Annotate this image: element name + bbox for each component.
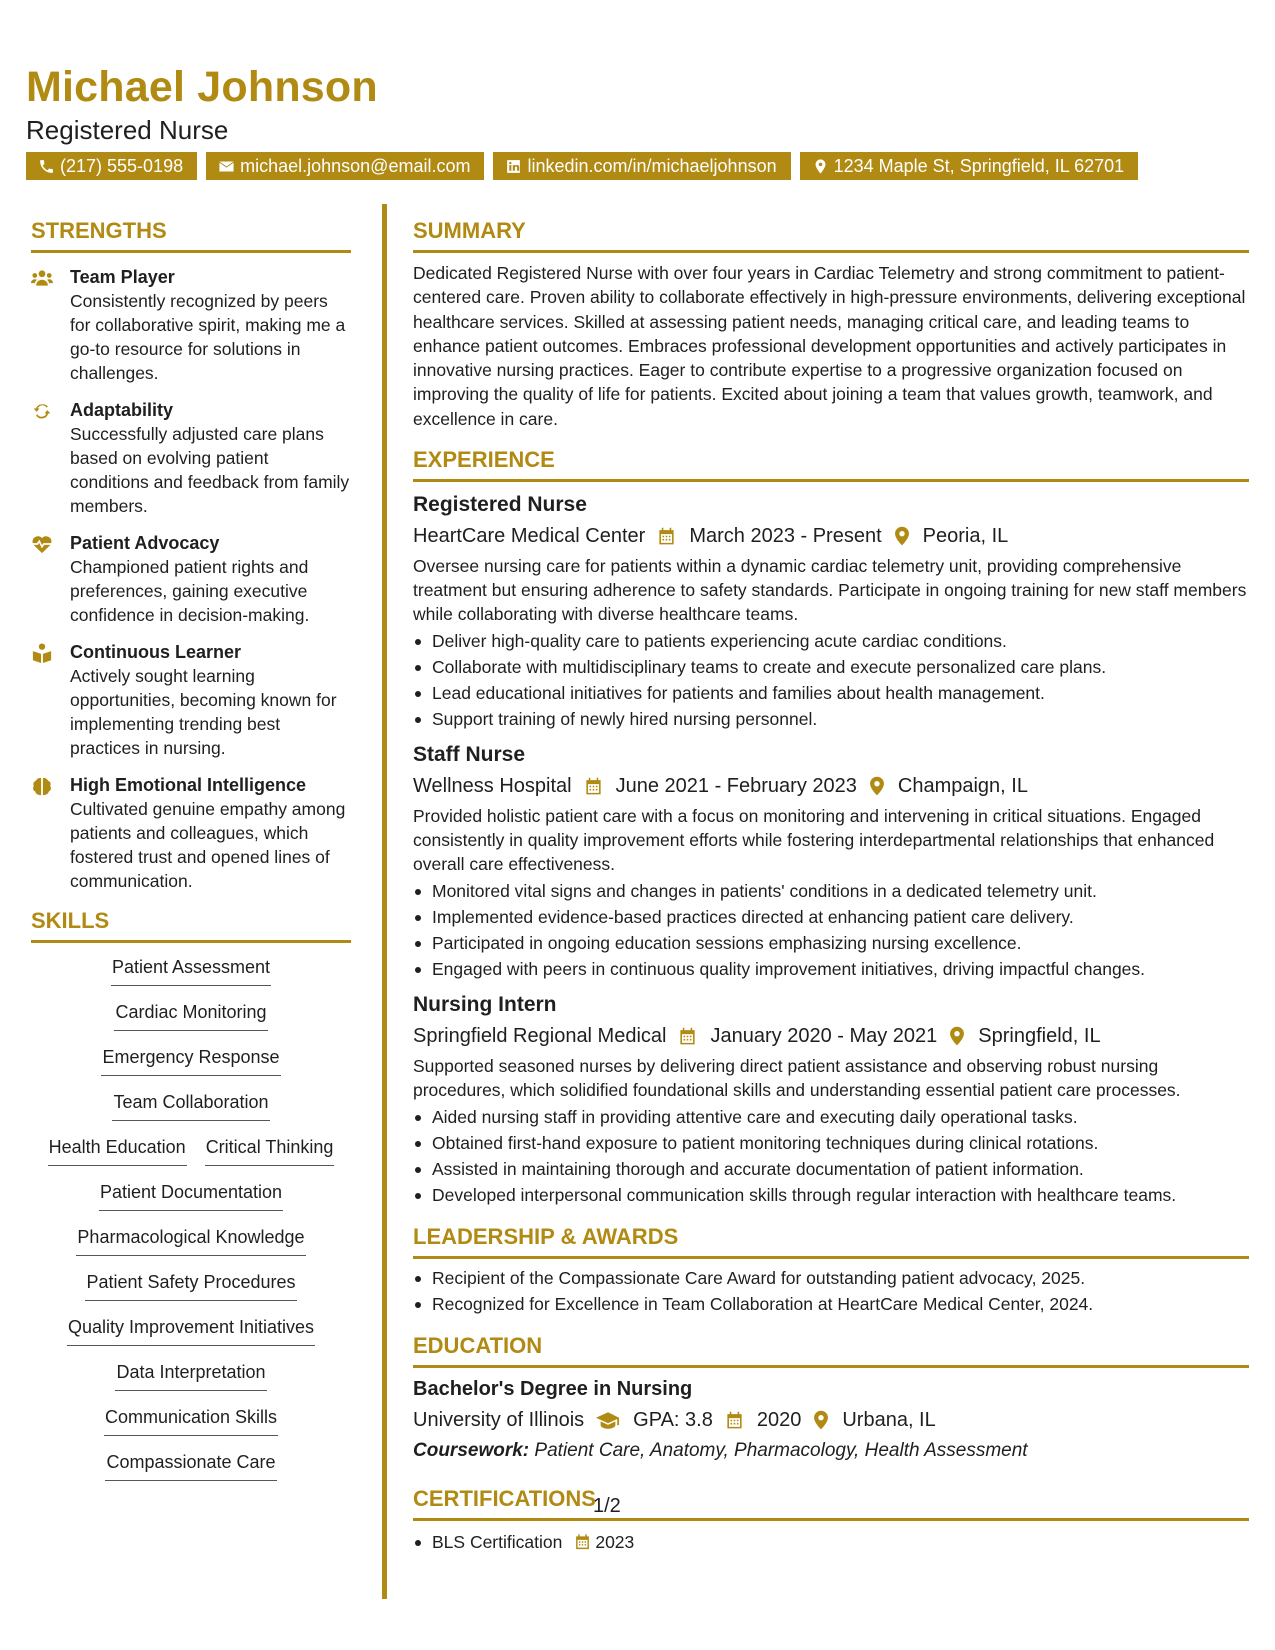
strength-desc: Successfully adjusted care plans based on evolving patient conditions and feedback from family members. <box>70 424 350 516</box>
candidate-title: Registered Nurse <box>26 115 229 145</box>
company-name: Wellness Hospital <box>413 775 572 798</box>
email-text: michael.johnson@email.com <box>240 155 471 176</box>
job-bullets <box>413 1104 1249 1208</box>
job-bullet: Obtained first-hand exposure to patient monitoring techniques during clinical rotations. <box>413 1130 1249 1156</box>
calendar-icon <box>657 527 676 546</box>
awards-section <box>413 1222 1249 1317</box>
skill-tag: Patient Assessment <box>111 955 271 986</box>
job-bullet: Assisted in maintaining thorough and accurate documentation of patient information. <box>413 1156 1249 1182</box>
brain-icon <box>31 776 53 796</box>
strength-item <box>31 531 351 627</box>
job-title: Nursing Intern <box>413 993 557 1017</box>
email-chip[interactable] <box>206 152 484 180</box>
sync-icon <box>31 401 53 421</box>
company-name: Springfield Regional Medical <box>413 1025 667 1048</box>
job-bullet: Engaged with peers in continuous quality improvement initiatives, driving impactful changes. <box>413 956 1249 982</box>
calendar-icon <box>678 1027 697 1046</box>
job-description: Oversee nursing care for patients within a dynamic cardiac telemetry unit, providing comprehensive treatment but ensuring adherence to safety standards. Participate in ongoing training for new staff members while collaborating with diverse healthcare teams. <box>413 556 1247 625</box>
envelope-icon <box>218 158 235 175</box>
skills-list <box>31 955 351 1495</box>
job-entry <box>413 990 1249 1208</box>
job-bullet: Collaborate with multidisciplinary teams to create and execute personalized care plans. <box>413 654 1249 680</box>
coursework-text: Patient Care, Anatomy, Pharmacology, Health Assessment <box>534 1440 1028 1462</box>
graduation-cap-icon <box>596 1411 620 1430</box>
job-bullet: Monitored vital signs and changes in patients' conditions in a dedicated telemetry unit. <box>413 878 1249 904</box>
right-column <box>413 216 1249 1555</box>
job-bullet: Deliver high-quality care to patients experiencing acute cardiac conditions. <box>413 628 1249 654</box>
job-title: Registered Nurse <box>413 493 587 517</box>
skill-tag: Emergency Response <box>101 1045 280 1076</box>
education-section <box>413 1331 1249 1466</box>
job-dates: January 2020 - May 2021 <box>710 1025 938 1048</box>
job-location: Springfield, IL <box>978 1025 1101 1048</box>
job-bullets <box>413 628 1249 732</box>
job-bullet: Developed interpersonal communication skills through regular interaction with healthcare teams. <box>413 1182 1249 1208</box>
map-pin-icon <box>869 776 885 796</box>
strength-desc: Cultivated genuine empathy among patients and colleagues, which fostered trust and opened lines of communication. <box>70 799 346 891</box>
linkedin-icon <box>505 158 522 175</box>
strength-desc: Actively sought learning opportunities, becoming known for implementing trending best practices in nursing. <box>70 666 337 758</box>
strength-title: Continuous Learner <box>70 642 242 662</box>
skill-tag: Communication Skills <box>104 1405 278 1436</box>
experience-heading: EXPERIENCE <box>413 445 1249 482</box>
skill-tag: Health Education <box>48 1135 187 1166</box>
job-bullets <box>413 878 1249 982</box>
resume-header <box>26 62 1246 146</box>
summary-text: Dedicated Registered Nurse with over four years in Cardiac Telemetry and strong commitment to patient-centered care. Proven ability to collaborate effectively in high-pressure environments, delivering exceptional healthcare services. Skilled at assessing patient needs, managing critical care, and leading teams to enhance patient outcomes. Embraces professional development opportunities and actively participates in innovative nursing practices. Eager to contribute expertise to a progressive organization focused on improving the quality of life for patients. Excited about joining a team that values growth, teamwork, and excellence in care. <box>413 263 1246 429</box>
award-item: Recognized for Excellence in Team Collaboration at HeartCare Medical Center, 2024. <box>413 1291 1249 1317</box>
book-reader-icon <box>31 643 53 663</box>
strength-title: Adaptability <box>70 400 174 420</box>
job-meta <box>413 520 1249 552</box>
job-bullet: Implemented evidence-based practices directed at enhancing patient care delivery. <box>413 904 1249 930</box>
education-heading: EDUCATION <box>413 1331 1249 1368</box>
strength-desc: Championed patient rights and preferences, gaining executive confidence in decision-making. <box>70 557 310 625</box>
page-number: 1/2 <box>593 1495 621 1517</box>
strength-item <box>31 773 351 893</box>
users-icon <box>31 268 53 288</box>
phone-chip[interactable] <box>26 152 197 180</box>
company-name: HeartCare Medical Center <box>413 525 646 548</box>
phone-icon <box>38 158 55 175</box>
phone-text: (217) 555-0198 <box>60 155 184 176</box>
skill-tag: Cardiac Monitoring <box>114 1000 267 1031</box>
job-title: Staff Nurse <box>413 743 526 767</box>
job-bullet: Participated in ongoing education sessions emphasizing nursing excellence. <box>413 930 1249 956</box>
certification-year: 2023 <box>595 1532 635 1553</box>
address-chip <box>800 152 1139 180</box>
skill-tag: Critical Thinking <box>205 1135 335 1166</box>
skill-tag: Patient Documentation <box>99 1180 283 1211</box>
skill-tag: Quality Improvement Initiatives <box>67 1315 315 1346</box>
education-location: Urbana, IL <box>842 1409 936 1432</box>
strengths-list <box>31 265 351 893</box>
map-pin-icon <box>812 158 829 175</box>
strength-title: High Emotional Intelligence <box>70 775 307 795</box>
coursework-label: Coursework: <box>413 1440 530 1462</box>
strength-desc: Consistently recognized by peers for collaborative spirit, making me a go-to resource for solutions in challenges. <box>70 291 346 383</box>
contact-bar <box>26 152 1138 180</box>
job-location: Champaign, IL <box>897 775 1028 798</box>
strengths-heading: STRENGTHS <box>31 216 351 253</box>
certification-name: BLS Certification <box>432 1532 563 1553</box>
map-pin-icon <box>813 1410 829 1430</box>
linkedin-text: linkedin.com/in/michaeljohnson <box>527 155 777 176</box>
job-dates: March 2023 - Present <box>689 525 882 548</box>
job-location: Peoria, IL <box>922 525 1009 548</box>
calendar-icon <box>725 1411 744 1430</box>
job-bullet: Aided nursing staff in providing attentive care and executing daily operational tasks. <box>413 1104 1249 1130</box>
skill-tag: Data Interpretation <box>115 1360 266 1391</box>
heartbeat-icon <box>31 534 53 554</box>
awards-heading: LEADERSHIP & AWARDS <box>413 1222 1249 1259</box>
map-pin-icon <box>894 526 910 546</box>
graduation-year: 2020 <box>756 1409 802 1432</box>
certifications-heading: CERTIFICATIONS <box>413 1484 1249 1521</box>
calendar-icon <box>574 1533 591 1551</box>
left-column <box>31 216 351 1495</box>
job-description: Provided holistic patient care with a focus on monitoring and intervening in critical situations. Engaged consistently in quality improvement efforts while fostering interdepartmental relationships that enhanced overall care effectiveness. <box>413 806 1215 875</box>
school-name: University of Illinois <box>413 1409 585 1432</box>
linkedin-chip[interactable] <box>493 152 790 180</box>
strength-item <box>31 265 351 385</box>
skill-tag: Team Collaboration <box>112 1090 269 1121</box>
gpa-text: GPA: 3.8 <box>633 1409 713 1432</box>
skill-tag: Patient Safety Procedures <box>85 1270 296 1301</box>
certifications-section <box>413 1484 1249 1555</box>
awards-list <box>413 1265 1249 1317</box>
job-bullet: Lead educational initiatives for patients and families about health management. <box>413 680 1249 706</box>
certification-item <box>413 1529 1249 1555</box>
calendar-icon <box>584 777 603 796</box>
job-description: Supported seasoned nurses by delivering direct patient assistance and observing robust nursing procedures, which solidified foundational skills and understanding essential patient care processes. <box>413 1056 1181 1101</box>
job-meta <box>413 1020 1249 1052</box>
candidate-name: Michael Johnson <box>26 63 378 111</box>
strength-item <box>31 640 351 760</box>
job-entry <box>413 740 1249 982</box>
strength-title: Patient Advocacy <box>70 533 220 553</box>
address-text: 1234 Maple St, Springfield, IL 62701 <box>833 155 1125 176</box>
map-pin-icon <box>949 1026 965 1046</box>
education-meta <box>413 1404 1249 1436</box>
summary-heading: SUMMARY <box>413 216 1249 253</box>
certifications-list <box>413 1529 1249 1555</box>
award-item: Recipient of the Compassionate Care Award for outstanding patient advocacy, 2025. <box>413 1265 1249 1291</box>
strength-item <box>31 398 351 518</box>
coursework <box>413 1436 1249 1466</box>
job-meta <box>413 770 1249 802</box>
skill-tag: Pharmacological Knowledge <box>76 1225 305 1256</box>
skill-tag: Compassionate Care <box>105 1450 276 1481</box>
job-dates: June 2021 - February 2023 <box>615 775 857 798</box>
strength-title: Team Player <box>70 267 175 287</box>
column-divider <box>382 204 387 1599</box>
degree-title: Bachelor's Degree in Nursing <box>413 1378 693 1401</box>
job-bullet: Support training of newly hired nursing personnel. <box>413 706 1249 732</box>
skills-heading: SKILLS <box>31 906 351 943</box>
job-entry <box>413 490 1249 732</box>
